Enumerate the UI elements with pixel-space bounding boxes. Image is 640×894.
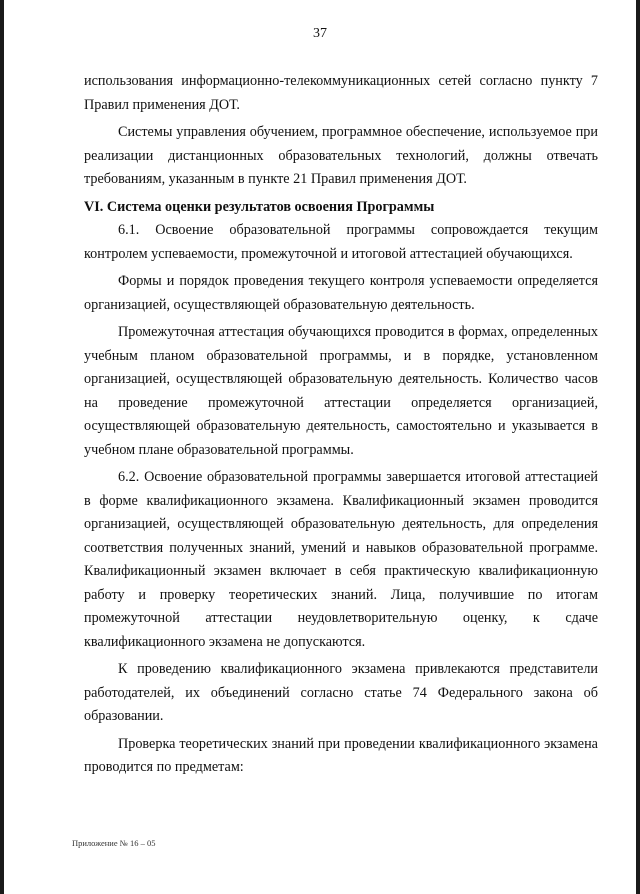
scan-border-left <box>0 0 4 894</box>
paragraph-continuation: использования информационно-телекоммуникационных сетей согласно пункту 7 Правил применения ДОТ. <box>84 73 598 113</box>
page-number: 37 <box>313 26 327 41</box>
paragraph-theory-check: Проверка теоретических знаний при проведении квалификационного экзамена проводится по предметам: <box>84 735 598 775</box>
document-body <box>84 70 598 780</box>
paragraph-current-control: Формы и порядок проведения текущего контроля успеваемости определяется организацией, осуществляющей образовательную деятельность. <box>84 273 598 313</box>
footer-appendix-label: Приложение № 16 – 05 <box>72 838 156 848</box>
section-title: VI. Система оценки результатов освоения Программы <box>84 198 435 215</box>
paragraph-intermediate-attestation: Промежуточная аттестация обучающихся проводится в формах, определенных учебным планом образовательной программы, и в порядке, установленном организацией, осуществляющей образовательную деятельность. Количество часов на проведение промежуточной аттестации определяется организацией, осуществляющей образовательную деятельность, самостоятельно и указывается в учебном плане образовательной программы. <box>84 324 598 458</box>
paragraph-6-1: 6.1. Освоение образовательной программы сопровождается текущим контролем успеваемости, промежуточной и итоговой аттестацией обучающихся. <box>84 222 598 262</box>
scan-border-right <box>636 0 640 894</box>
paragraph-employers: К проведению квалификационного экзамена привлекаются представители работодателей, их объединений согласно статье 74 Федерального закона об образовании. <box>84 661 598 724</box>
paragraph-lms-requirements: Системы управления обучением, программное обеспечение, используемое при реализации дистанционных образовательных технологий, должны отвечать требованиям, указанным в пункте 21 Правил применения ДОТ. <box>84 124 598 187</box>
paragraph-6-2: 6.2. Освоение образовательной программы завершается итоговой аттестацией в форме квалификационного экзамена. Квалификационный экзамен проводится организацией, осуществляющей образовательную деятельность, для определения соответствия полученных знаний, умений и навыков образовательной программе. Квалификационный экзамен включает в себя практическую квалификационную работу и проверку теоретических знаний. Лица, получившие по итогам промежуточной аттестации неудовлетворительную оценку, к сдаче квалификационного экзамена не допускаются. <box>84 469 598 650</box>
